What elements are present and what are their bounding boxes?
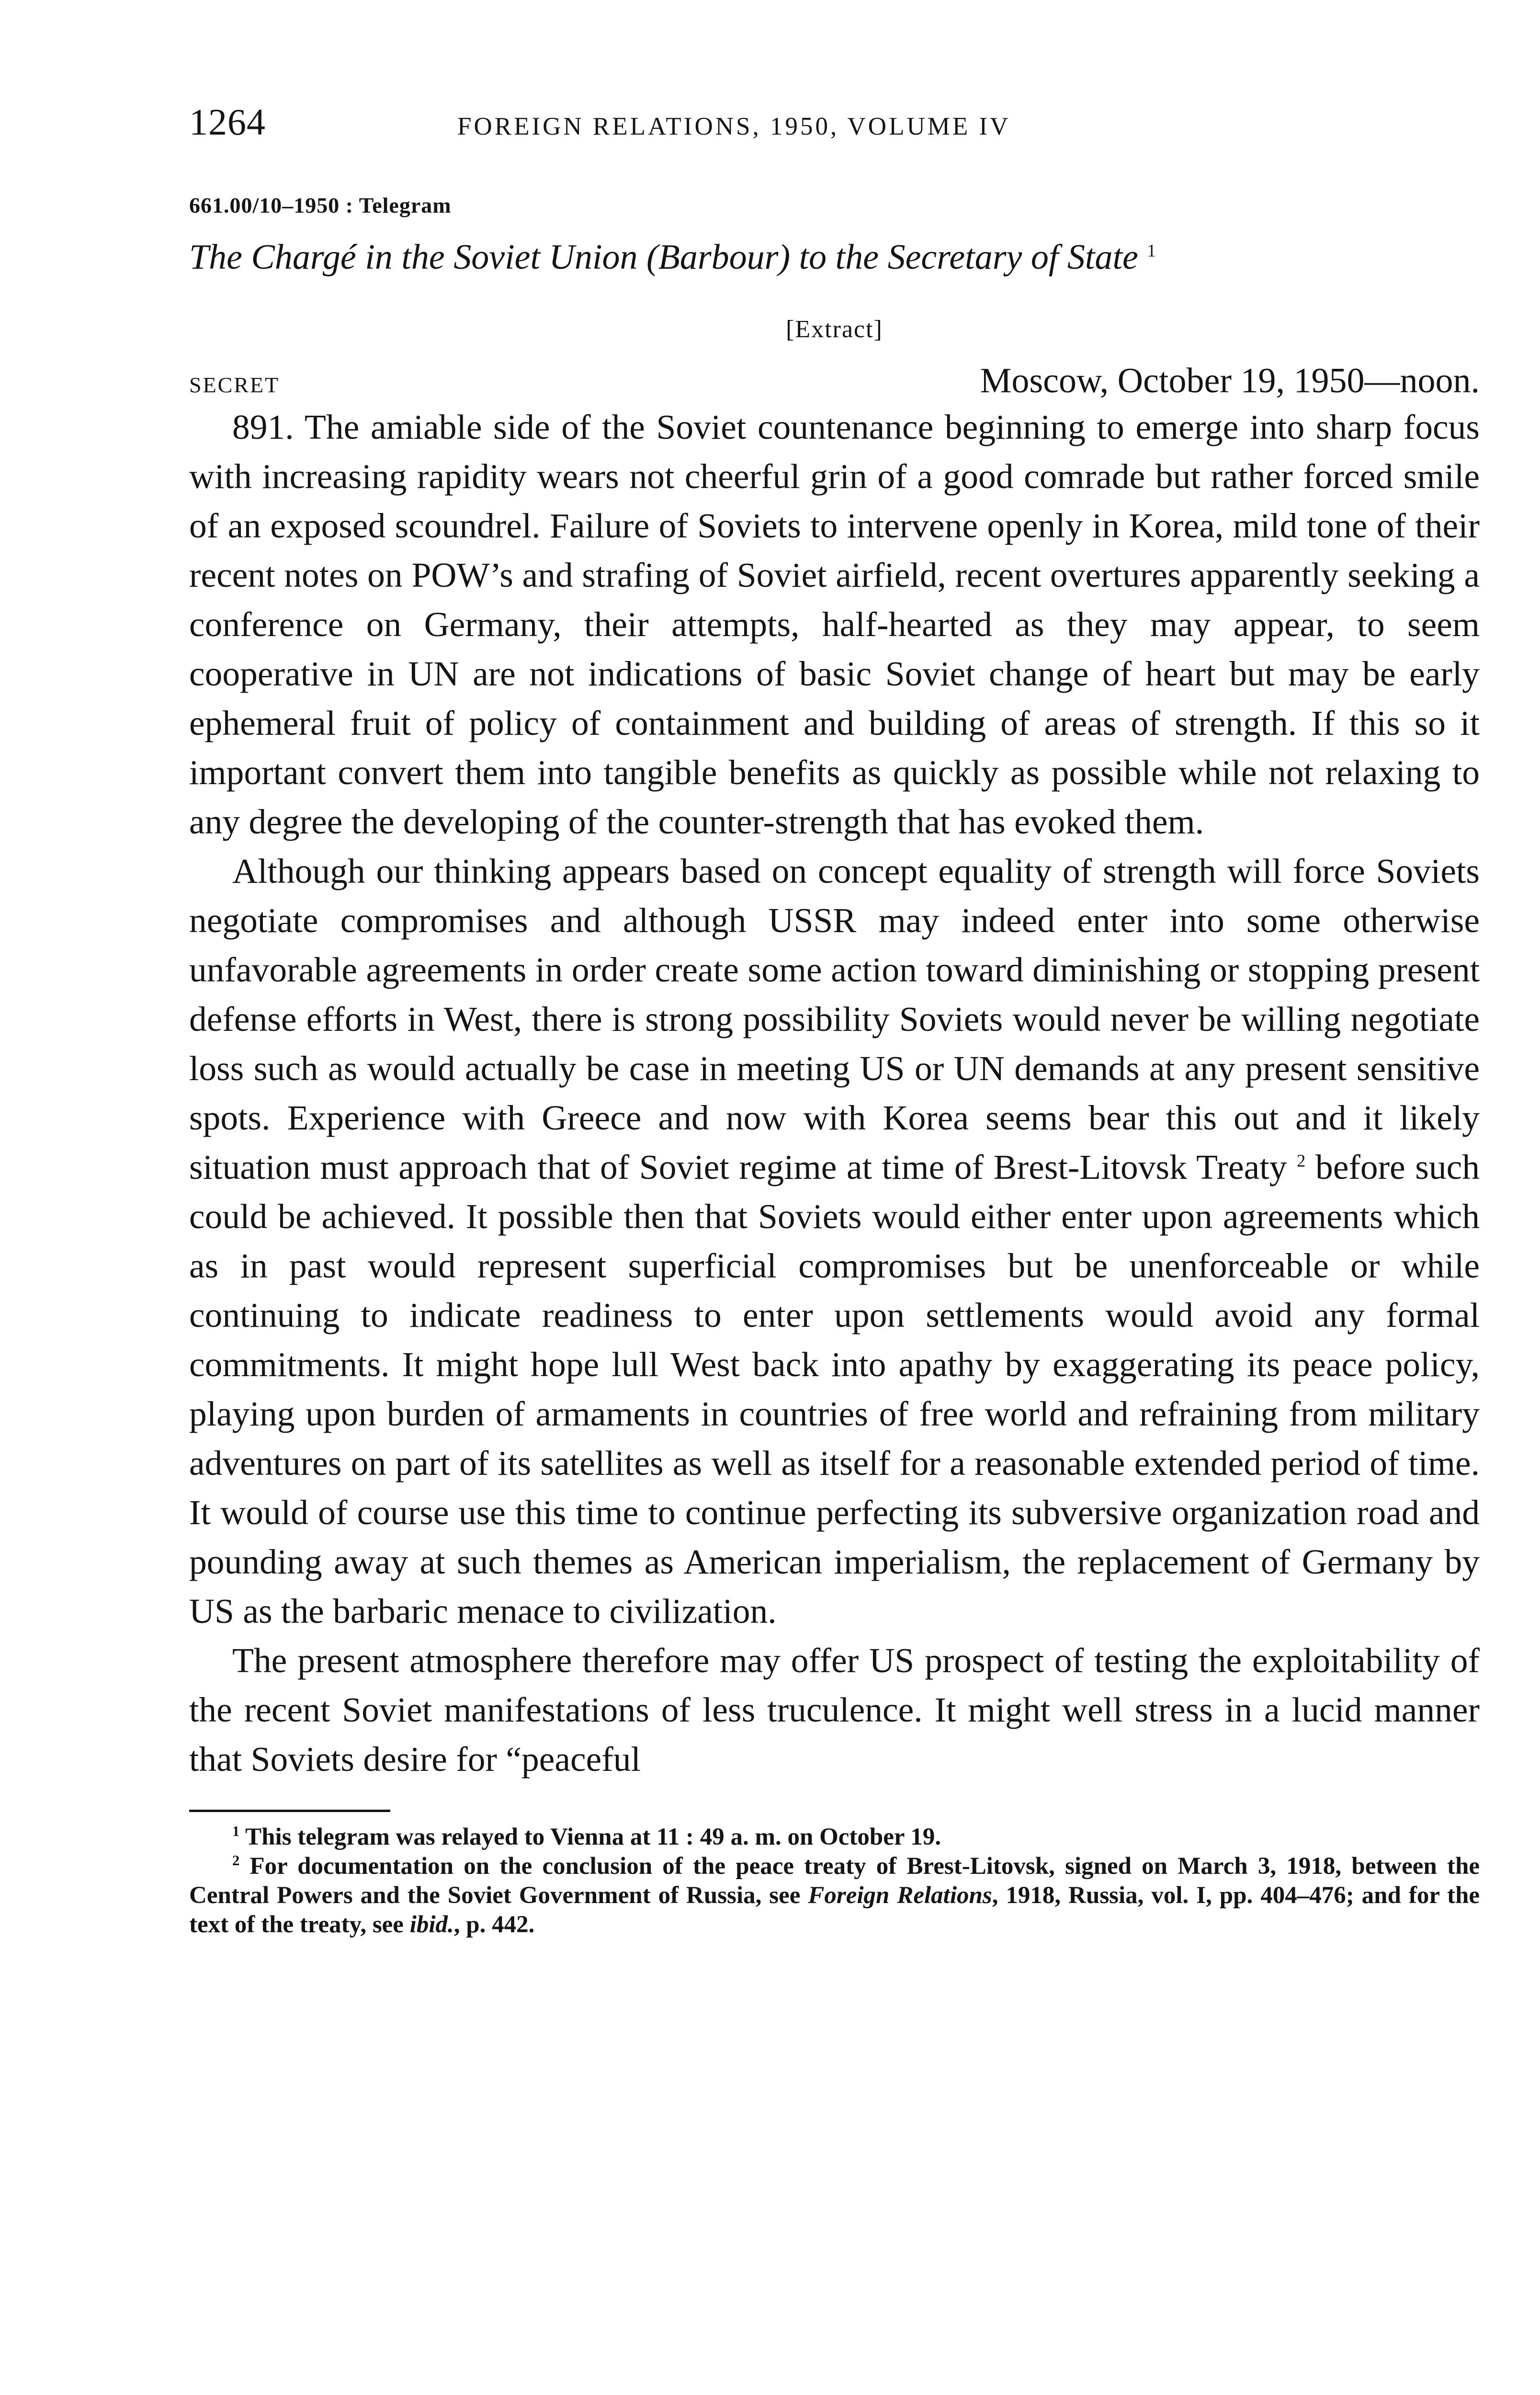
footnote-2-number: 2 xyxy=(232,1852,240,1869)
paragraph-3: The present atmosphere therefore may offer US prospect of testing the exploitability of the recent Soviet manifestations of less truculence. It might well stress in a lucid manner that Soviets desire for “peaceful xyxy=(189,1641,1480,1779)
footnote-divider xyxy=(189,1810,390,1812)
extract-label: [Extract] xyxy=(786,316,883,343)
file-reference: 661.00/10–1950 : Telegram xyxy=(189,193,452,217)
page-number: 1264 xyxy=(189,101,266,143)
footnote-2-marker[interactable]: 2 xyxy=(1297,1151,1306,1171)
footnotes xyxy=(189,1823,1480,1939)
footnote-1 xyxy=(189,1823,1480,1852)
running-header xyxy=(189,101,1480,153)
running-title: FOREIGN RELATIONS, 1950, VOLUME IV xyxy=(457,113,1011,140)
footnote-2 xyxy=(189,1852,1480,1939)
paragraph-2-part-b: before such could be achieved. It possible then that Soviets would either enter upon agreements which as in past would represent superficial compromises but be unenforceable or while continuing to indicate readiness to enter upon settlements would avoid any formal commitments. It might hope lull West back into apathy by exaggerating its peace policy, playing upon burden of armaments in countries of free world and refraining from military adventures on part of its satellites as well as itself for a reasonable extended period of time. It would of course use this time to continue perfecting its subversive organization road and pounding away at such themes as American imperialism, the replacement of Germany by US as the barbaric menace to civilization. xyxy=(189,1148,1480,1631)
classification-label: SECRET xyxy=(189,373,280,397)
paragraph-2 xyxy=(189,846,1480,1636)
footnote-1-text: This telegram was relayed to Vienna at 11 : 49 a. m. on October 19. xyxy=(245,1824,941,1850)
dateline xyxy=(189,361,1480,401)
place-date: Moscow, October 19, 1950—noon. xyxy=(980,361,1480,400)
document-title xyxy=(189,237,1480,278)
ibid-citation: ibid. xyxy=(409,1911,454,1938)
telegram-body xyxy=(189,402,1480,1784)
paragraph-1: 891. The amiable side of the Soviet countenance beginning to emerge into sharp focus with increasing rapidity wears not cheerful grin of a good comrade but rather forced smile of an exposed scoundrel. Failure of Soviets to intervene openly in Korea, mild tone of their recent notes on POW’s and strafing of Soviet airfield, recent overtures apparently seeking a conference on Germany, their attempts, half-hearted as they may appear, to seem cooperative in UN are not indications of basic Soviet change of heart but may be early ephemeral fruit of policy of containment and building of areas of strength. If this so it important convert them into tangible benefits as quickly as possible while not relaxing to any degree the developing of the counter-strength that has evoked them. xyxy=(189,408,1480,841)
title-footnote-marker[interactable]: 1 xyxy=(1147,241,1156,261)
footnote-2-text-c: , p. 442. xyxy=(453,1911,535,1938)
footnote-2-text-a: For documentation on the conclusion of the peace treaty of Brest-Litovsk, signed on March 3, 1918, between the Central Powers and the Soviet Government of Russia, see xyxy=(189,1853,1480,1909)
document-page xyxy=(189,101,1480,1939)
footnote-2-text-b: , 1918, Russia, vol. I, pp. 404–476; and for the text of the treaty, see xyxy=(189,1882,1480,1938)
footnote-1-number: 1 xyxy=(232,1823,240,1839)
foreign-relations-citation: Foreign Relations xyxy=(808,1882,992,1909)
paragraph-2-part-a: Although our thinking appears based on concept equality of strength will force Soviets negotiate compromises and although USSR may indeed enter into some otherwise unfavorable agreements in order create some action toward diminishing or stopping present defense efforts in West, there is strong possibility Soviets would never be willing negotiate loss such as would actually be case in meeting US or UN demands at any present sensitive spots. Experience with Greece and now with Korea seems bear this out and it likely situation must approach that of Soviet regime at time of Brest-Litovsk Treaty xyxy=(189,852,1480,1186)
document-title-text: The Chargé in the Soviet Union (Barbour) to the Secretary of State xyxy=(189,238,1138,277)
